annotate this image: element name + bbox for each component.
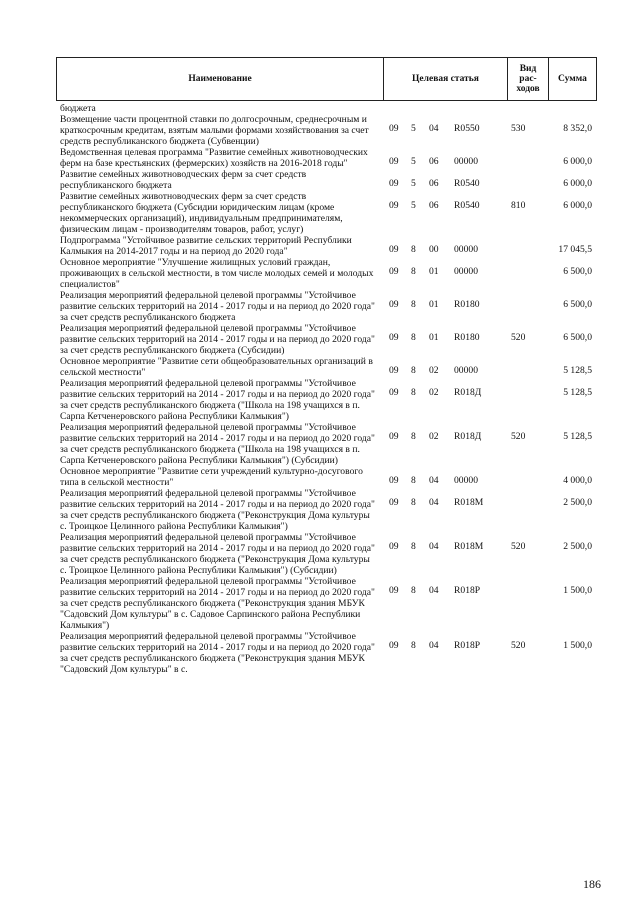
table-row <box>56 114 597 147</box>
row-name: Развитие семейных животноводческих ферм за счет средств республиканского бюджета (Субсидии юридическим лицам (кроме некоммерческих организаций), индивидуальным предпринимателям, физическим лицам - производителям товаров, работ, услуг) <box>60 191 343 235</box>
row-code-1: 09 <box>389 541 399 552</box>
row-name: Реализация мероприятий федеральной целевой программы "Устойчивое развитие сельских территорий на 2014 - 2017 годы и на период до 2020 года" за счет средств республиканского бюджета <box>60 290 375 323</box>
table-row <box>56 323 597 356</box>
table-row <box>56 235 597 257</box>
row-code-1: 09 <box>389 585 399 596</box>
row-code-1: 09 <box>389 332 399 343</box>
row-code-3: 06 <box>429 200 439 211</box>
row-name: Реализация мероприятий федеральной целевой программы "Устойчивое развитие сельских территорий на 2014 - 2017 годы и на период до 2020 года" за счет средств республиканского бюджета ("Реконструкция здания МБУК "Садовский Дом культуры" в с. Садовое Сарпинского района Республики Калмыкия") <box>60 576 375 631</box>
table-body <box>56 103 597 675</box>
row-code-1: 09 <box>389 200 399 211</box>
table-row <box>56 257 597 290</box>
row-code-2: 8 <box>411 475 416 486</box>
table-row <box>56 631 597 675</box>
table-row <box>56 532 597 576</box>
row-sum: 4 000,0 <box>563 475 592 486</box>
row-name: Основное мероприятие "Развитие сети общеобразовательных организаций в сельской местности" <box>60 356 373 378</box>
row-code-1: 09 <box>389 178 399 189</box>
row-expense-type: 530 <box>511 123 526 134</box>
row-code-4: R018М <box>454 541 484 552</box>
row-code-4: R018М <box>454 497 484 508</box>
table-row <box>56 356 597 378</box>
row-code-3: 04 <box>429 123 439 134</box>
table-row <box>56 169 597 191</box>
table-row <box>56 103 597 114</box>
table-row <box>56 576 597 631</box>
row-code-3: 04 <box>429 640 439 651</box>
row-sum: 5 128,5 <box>563 365 592 376</box>
row-code-1: 09 <box>389 156 399 167</box>
row-sum: 2 500,0 <box>563 497 592 508</box>
row-code-1: 09 <box>389 640 399 651</box>
row-name: Развитие семейных животноводческих ферм за счет средств республиканского бюджета <box>60 169 307 191</box>
row-code-2: 8 <box>411 541 416 552</box>
row-name: Основное мероприятие "Улучшение жилищных условий граждан, проживающих в сельской местности, в том числе молодых семей и молодых специалистов" <box>60 257 374 290</box>
vid-line-1: Вид <box>519 64 537 74</box>
row-code-2: 8 <box>411 299 416 310</box>
row-name: Возмещение части процентной ставки по долгосрочным, среднесрочным и краткосрочным кредитам, взятым малыми формами хозяйствования за счет средств республиканского бюджета (Субвенции) <box>60 114 369 147</box>
row-code-3: 02 <box>429 431 439 442</box>
row-code-2: 5 <box>411 200 416 211</box>
row-code-1: 09 <box>389 266 399 277</box>
row-name: Ведомственная целевая программа "Развитие семейных животноводческих ферм на базе крестьянских (фермерских) хозяйств на 2016-2018 годы" <box>60 147 368 169</box>
row-sum: 17 045,5 <box>558 244 592 255</box>
row-code-4: R0540 <box>454 200 480 211</box>
row-name: Реализация мероприятий федеральной целевой программы "Устойчивое развитие сельских территорий на 2014 - 2017 годы и на период до 2020 года" за счет средств республиканского бюджета ("Реконструкция Дома культуры с. Троицкое Целинного района Республики Калмыкия") (Субсидии) <box>60 532 375 576</box>
table-row <box>56 466 597 488</box>
row-code-2: 8 <box>411 640 416 651</box>
row-code-3: 04 <box>429 541 439 552</box>
row-code-4: R018Д <box>454 387 482 398</box>
vid-line-3: ходов <box>516 84 540 94</box>
row-expense-type: 520 <box>511 640 526 651</box>
row-code-1: 09 <box>389 299 399 310</box>
row-sum: 6 500,0 <box>563 299 592 310</box>
row-code-4: R018Р <box>454 640 481 651</box>
table-row <box>56 290 597 323</box>
row-expense-type: 520 <box>511 541 526 552</box>
row-expense-type: 520 <box>511 431 526 442</box>
row-expense-type: 520 <box>511 332 526 343</box>
row-name: Реализация мероприятий федеральной целевой программы "Устойчивое развитие сельских территорий на 2014 - 2017 годы и на период до 2020 года" за счет средств республиканского бюджета ("Школа на 198 учащихся в п. Сарпа Кетченеровского района Республики Калмыкия") <box>60 378 375 422</box>
table-row <box>56 147 597 169</box>
row-name: бюджета <box>60 103 96 114</box>
row-sum: 6 000,0 <box>563 200 592 211</box>
row-code-3: 04 <box>429 497 439 508</box>
row-code-4: 00000 <box>454 244 478 255</box>
row-code-1: 09 <box>389 475 399 486</box>
row-sum: 6 500,0 <box>563 332 592 343</box>
column-header-target: Целевая статья <box>412 74 479 84</box>
row-code-4: 00000 <box>454 475 478 486</box>
row-sum: 6 000,0 <box>563 178 592 189</box>
row-code-4: R018Р <box>454 585 481 596</box>
row-code-4: R0180 <box>454 332 480 343</box>
row-expense-type: 810 <box>511 200 526 211</box>
row-code-3: 01 <box>429 266 439 277</box>
row-code-3: 01 <box>429 332 439 343</box>
row-code-4: 00000 <box>454 156 478 167</box>
row-code-2: 5 <box>411 123 416 134</box>
row-name: Реализация мероприятий федеральной целевой программы "Устойчивое развитие сельских территорий на 2014 - 2017 годы и на период до 2020 года" за счет средств республиканского бюджета ("Реконструкция здания МБУК "Садовский Дом культуры" в с. <box>60 631 375 675</box>
row-code-4: R018Д <box>454 431 482 442</box>
row-code-2: 8 <box>411 244 416 255</box>
row-name: Подпрограмма "Устойчивое развитие сельских территорий Республики Калмыкия на 2014-2017 годы и на период до 2020 года" <box>60 235 352 257</box>
table-row <box>56 191 597 235</box>
row-name: Реализация мероприятий федеральной целевой программы "Устойчивое развитие сельских территорий на 2014 - 2017 годы и на период до 2020 года" за счет средств республиканского бюджета ("Реконструкция Дома культуры с. Троицкое Целинного района Республики Калмыкия") <box>60 488 375 532</box>
row-sum: 8 352,0 <box>563 123 592 134</box>
row-code-3: 04 <box>429 585 439 596</box>
row-sum: 6 500,0 <box>563 266 592 277</box>
row-code-3: 02 <box>429 365 439 376</box>
row-code-1: 09 <box>389 431 399 442</box>
row-code-2: 8 <box>411 497 416 508</box>
row-sum: 1 500,0 <box>563 585 592 596</box>
table-header <box>56 57 597 101</box>
row-code-4: 00000 <box>454 266 478 277</box>
row-code-4: R0550 <box>454 123 480 134</box>
row-code-2: 5 <box>411 156 416 167</box>
column-header-vid <box>508 58 548 100</box>
row-name: Основное мероприятие "Развитие сети учреждений культурно-досугового типа в сельской местности" <box>60 466 363 488</box>
row-code-1: 09 <box>389 365 399 376</box>
row-sum: 6 000,0 <box>563 156 592 167</box>
table-row <box>56 488 597 532</box>
row-code-1: 09 <box>389 244 399 255</box>
vid-line-2: рас- <box>519 74 537 84</box>
table-row <box>56 378 597 422</box>
table-row <box>56 422 597 466</box>
row-code-3: 01 <box>429 299 439 310</box>
row-sum: 2 500,0 <box>563 541 592 552</box>
row-code-3: 00 <box>429 244 439 255</box>
row-code-2: 8 <box>411 365 416 376</box>
row-code-2: 8 <box>411 431 416 442</box>
row-code-3: 06 <box>429 156 439 167</box>
row-code-1: 09 <box>389 123 399 134</box>
row-name: Реализация мероприятий федеральной целевой программы "Устойчивое развитие сельских территорий на 2014 - 2017 годы и на период до 2020 года" за счет средств республиканского бюджета (Субсидии) <box>60 323 375 356</box>
row-code-2: 8 <box>411 332 416 343</box>
row-code-2: 8 <box>411 266 416 277</box>
row-code-1: 09 <box>389 387 399 398</box>
row-code-3: 06 <box>429 178 439 189</box>
row-code-4: R0540 <box>454 178 480 189</box>
row-name: Реализация мероприятий федеральной целевой программы "Устойчивое развитие сельских территорий на 2014 - 2017 годы и на период до 2020 года" за счет средств республиканского бюджета ("Школа на 198 учащихся в п. Сарпа Кетченеровского района Республики Калмыкия") (Субсидии) <box>60 422 375 466</box>
row-sum: 5 128,5 <box>563 387 592 398</box>
row-code-2: 8 <box>411 585 416 596</box>
row-code-4: 00000 <box>454 365 478 376</box>
page-number: 186 <box>583 877 601 891</box>
row-code-2: 8 <box>411 387 416 398</box>
column-header-name: Наименование <box>188 74 252 84</box>
row-code-3: 04 <box>429 475 439 486</box>
row-sum: 5 128,5 <box>563 431 592 442</box>
row-code-1: 09 <box>389 497 399 508</box>
row-code-3: 02 <box>429 387 439 398</box>
column-header-sum: Сумма <box>558 74 587 84</box>
row-code-2: 5 <box>411 178 416 189</box>
row-sum: 1 500,0 <box>563 640 592 651</box>
row-code-4: R0180 <box>454 299 480 310</box>
